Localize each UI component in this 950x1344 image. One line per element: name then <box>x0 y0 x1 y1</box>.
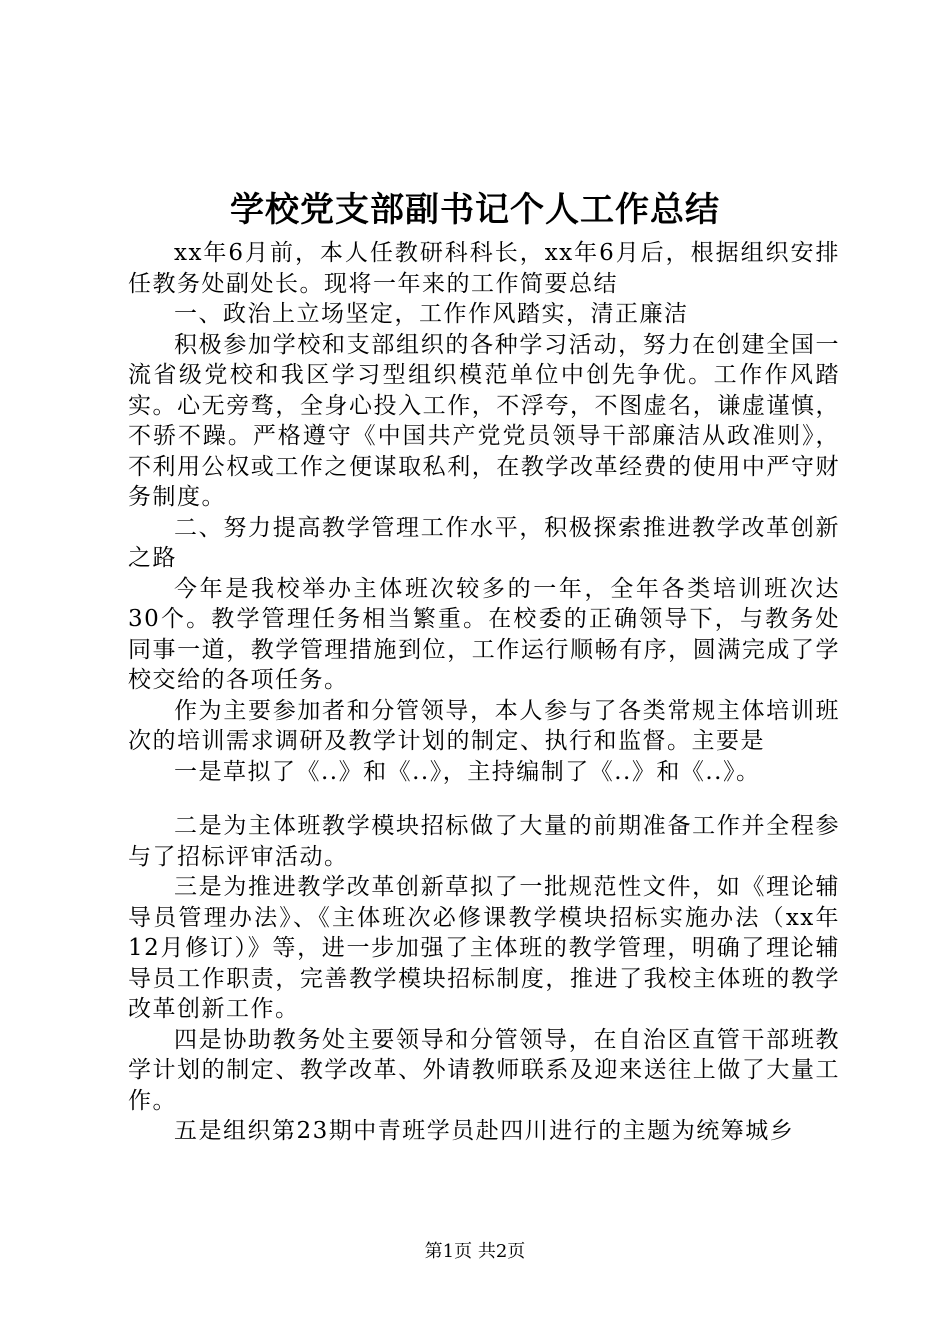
document-title: 学校党支部副书记个人工作总结 <box>230 190 720 230</box>
section-heading: 一、政治上立场坚定，工作作风踏实，清正廉洁 <box>174 301 689 327</box>
paragraph: 积极参加学校和支部组织的各种学习活动，努力在创建全国一流省级党校和我区学习型组织模范单位中创先争优。工作作风踏实。心无旁骛，全身心投入工作，不浮夸，不图虚名，谦虚谨慎，不骄不躁。严格遵守《中国共产党党员领导干部廉洁从政准则》，不利用公权或工作之便谋取私利，在教学改革经费的使用中严守财务制度。 <box>128 331 840 510</box>
page-footer: 第1页 共2页 <box>424 1241 526 1262</box>
list-item: 四是协助教务处主要领导和分管领导，在自治区直管干部班教学计划的制定、教学改革、外请教师联系及迎来送往上做了大量工作。 <box>128 1026 840 1114</box>
paragraph: 作为主要参加者和分管领导，本人参与了各类常规主体培训班次的培训需求调研及教学计划的制定、执行和监督。主要是 <box>128 697 840 754</box>
paragraph: 今年是我校举办主体班次较多的一年，全年各类培训班次达30个。教学管理任务相当繁重。在校委的正确领导下，与教务处同事一道，教学管理措施到位，工作运行顺畅有序，圆满完成了学校交给的各项任务。 <box>128 575 840 693</box>
list-item: 二是为主体班教学模块招标做了大量的前期准备工作并全程参与了招标评审活动。 <box>128 813 840 870</box>
document-body <box>128 238 840 1147</box>
section-heading: 二、努力提高教学管理工作水平，积极探索推进教学改革创新之路 <box>128 514 840 571</box>
list-item: 一是草拟了《..》和《..》，主持编制了《..》和《..》。 <box>174 758 761 785</box>
list-item: 五是组织第23期中青班学员赴四川进行的主题为统筹城乡 <box>174 1118 795 1144</box>
paragraph: xx年6月前，本人任教研科科长，xx年6月后，根据组织安排任教务处副处长。现将一年来的工作简要总结 <box>128 240 840 297</box>
list-item: 三是为推进教学改革创新草拟了一批规范性文件，如《理论辅导员管理办法》、《主体班次必修课教学模块招标实施办法（xx年12月修订）》等，进一步加强了主体班的教学管理，明确了理论辅导员工作职责，完善教学模块招标制度，推进了我校主体班的教学改革创新工作。 <box>128 874 840 1022</box>
